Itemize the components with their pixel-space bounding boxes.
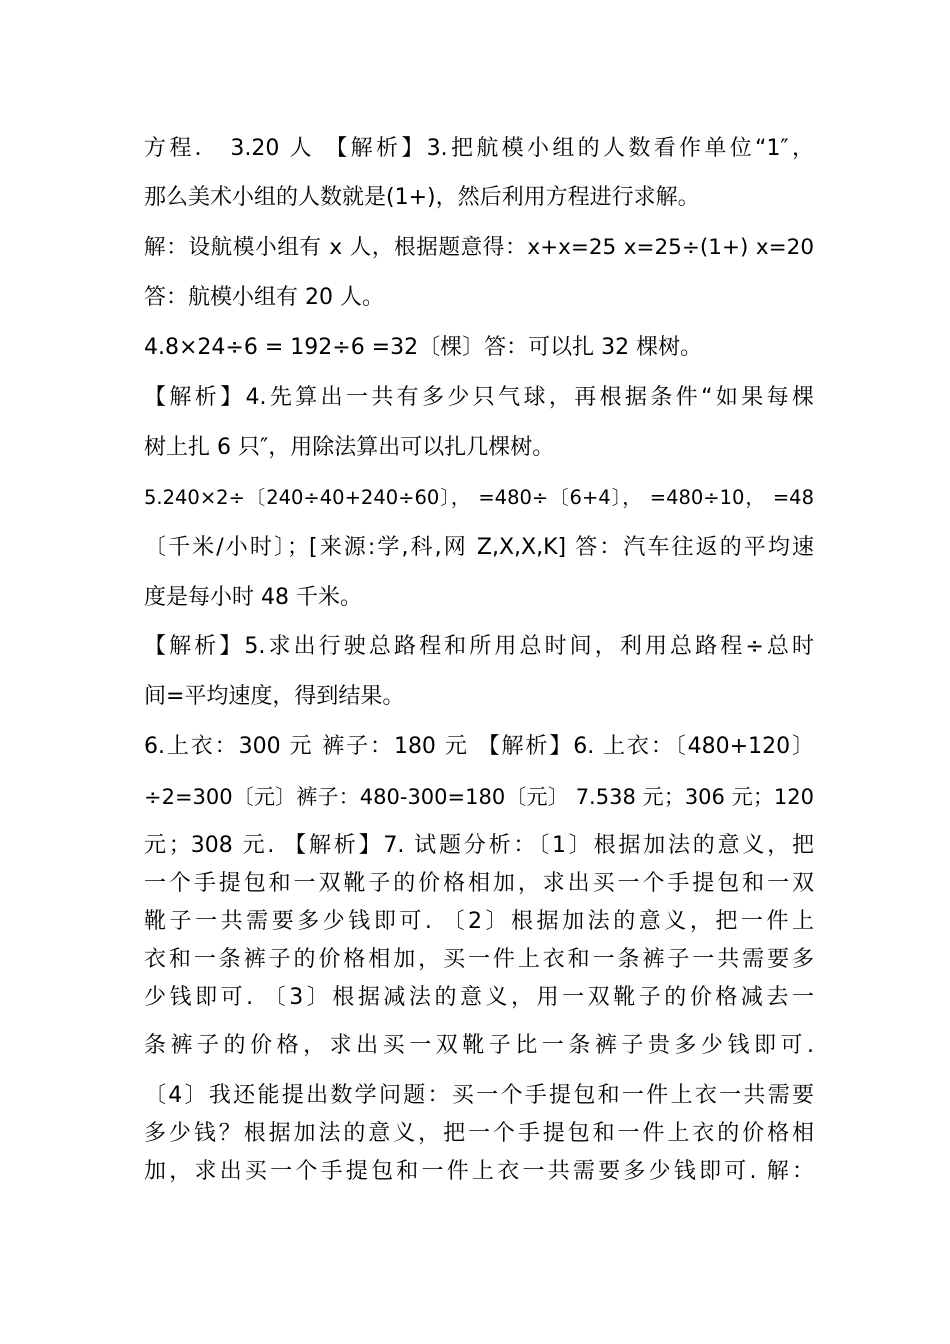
text-line: 答：航模小组有 20 人。 (144, 285, 384, 310)
text-line: 〔4〕我还能提出数学问题：买一个手提包和一件上衣一共需要 (144, 1083, 814, 1108)
text-line: 解：设航模小组有 x 人，根据题意得：x+x=25 x=25÷(1+) x=20 (144, 235, 814, 260)
text-line: 树上扎 6 只″，用除法算出可以扎几棵树。 (144, 435, 555, 460)
text-line: 间=平均速度，得到结果。 (144, 684, 405, 709)
text-line: 那么美术小组的人数就是(1+)，然后利用方程进行求解。 (144, 185, 700, 210)
text-line: 〔千米/小时〕；[来源:学,科,网 Z,X,X,K] 答：汽车往返的平均速 (144, 535, 814, 560)
text-line: 衣和一条裤子的价格相加，买一件上衣和一条裤子一共需要多 (144, 947, 814, 972)
text-line: 靴子一共需要多少钱即可. 〔2〕根据加法的意义，把一件上 (144, 909, 814, 934)
text-line: 加，求出买一个手提包和一件上衣一共需要多少钱即可. 解： (144, 1159, 814, 1184)
text-line: 5.240×2÷〔240÷40+240÷60〕， =480÷〔6+4〕， =480÷10， =48 (144, 486, 814, 509)
text-line: 度是每小时 48 千米。 (144, 585, 362, 610)
text-line: 条裤子的价格，求出买一双靴子比一条裤子贵多少钱即可. (144, 1033, 814, 1058)
text-line: 多少钱？根据加法的意义，把一个手提包和一件上衣的价格相 (144, 1121, 814, 1146)
text-line: ÷2=300〔元〕裤子：480-300=180〔元〕 7.538 元；306 元；120 (144, 785, 814, 809)
text-line: 6.上衣：300 元 裤子：180 元 【解析】6. 上衣：〔480+120〕 (144, 734, 814, 759)
text-line: 一个手提包和一双靴子的价格相加，求出买一个手提包和一双 (144, 871, 814, 896)
text-line: 【解析】5.求出行驶总路程和所用总时间，利用总路程÷总时 (144, 634, 814, 659)
text-line: 方程． 3.20 人 【解析】3.把航模小组的人数看作单位“1″， (144, 136, 814, 161)
text-line: 【解析】4.先算出一共有多少只气球，再根据条件“如果每棵 (144, 385, 814, 410)
text-line: 少钱即可. 〔3〕根据减法的意义，用一双靴子的价格减去一 (144, 985, 814, 1010)
text-line: 元；308 元. 【解析】7. 试题分析：〔1〕根据加法的意义，把 (144, 833, 814, 858)
text-line: 4.8×24÷6 = 192÷6 =32〔棵〕答：可以扎 32 棵树。 (144, 335, 703, 360)
